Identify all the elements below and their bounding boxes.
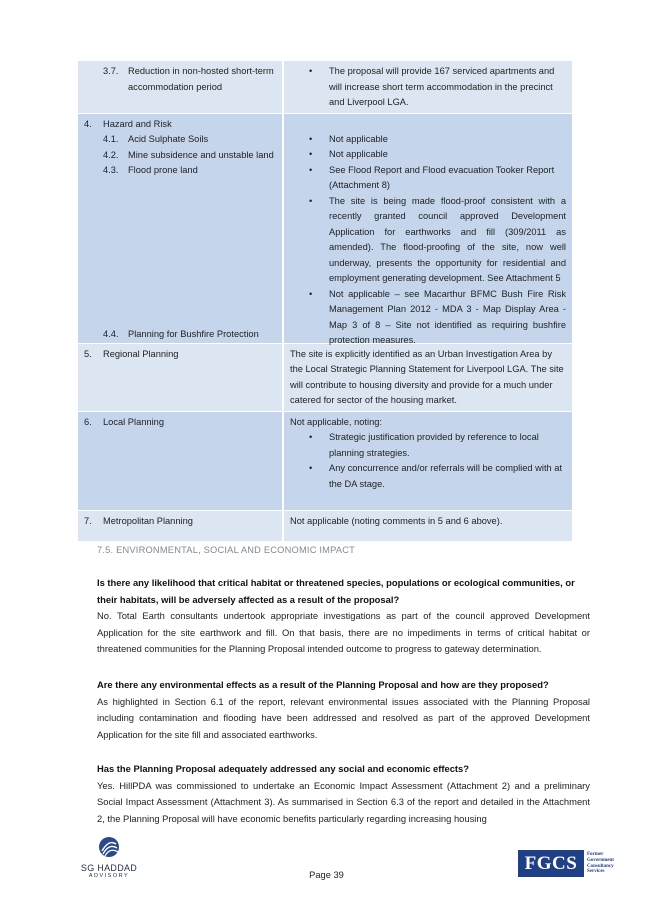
row-text: Not applicable (noting comments in 5 and 6 above).	[290, 515, 503, 526]
row-label: Local Planning	[103, 416, 164, 427]
answer: As highlighted in Section 6.1 of the report, relevant environmental issues associated with the Planning Proposal including contamination and flooding have been addressed and resolved as part of the approved Development Application for the site fill and associated earthworks.	[97, 695, 590, 740]
row-number: 5.	[84, 348, 92, 359]
fgcs-text: Former Government Consultancy Services	[587, 852, 614, 875]
fgcs-abbr: FGCS	[518, 850, 584, 877]
bullet-list	[290, 132, 566, 349]
qa-block	[97, 761, 590, 827]
row-number: 4.	[84, 118, 92, 129]
fgcs-logo	[518, 850, 614, 877]
planning-table	[78, 61, 572, 542]
answer: Yes. HillPDA was commissioned to undertake an Economic Impact Assessment (Attachment 2) and a preliminary Social Impact Assessment (Attachment 3). As summarised in Section 6.3 of the report and detailed in the Attachment 2, the Planning Proposal will have economic benefits particularly regarding increasing housing	[97, 779, 590, 824]
row-number: 3.7.	[103, 66, 119, 76]
sub-item: 4.4. Planning for Bushfire Protection	[103, 328, 259, 339]
row-label: Metropolitan Planning	[103, 515, 193, 526]
row-label-cell	[78, 511, 284, 541]
qa-block	[97, 575, 590, 658]
table-row-6	[78, 412, 572, 511]
bullet-item: • Any concurrence and/or referrals will be complied with at the DA stage.	[290, 461, 566, 492]
answer: No. Total Earth consultants undertook appropriate investigations as part of the council approved Development Application for the site earthwork and fill. On that basis, there are no impediments in terms of critical habitat or threatened communities for the Planning Proposal intended outcome to progress to gateway determination.	[97, 610, 590, 655]
table-row-7	[78, 511, 572, 542]
section-heading: 7.5. ENVIRONMENTAL, SOCIAL AND ECONOMIC IMPACT	[97, 545, 356, 555]
sg-haddad-emblem-icon	[98, 836, 120, 858]
row-text: The site is explicitly identified as an Urban Investigation Area by the Local Strategic Planning Statement for Liverpool LGA. The site will contribute to housing diversity and provide for a much under catered for sector of the housing market.	[290, 348, 564, 405]
qa-block	[97, 677, 590, 743]
row-content-cell	[284, 412, 572, 510]
row-label: Regional Planning	[103, 348, 179, 359]
bullet-item: • The proposal will provide 167 serviced apartments and will increase short term accommodation in the precinct and Liverpool LGA.	[290, 64, 566, 111]
sub-item: 4.2. Mine subsidence and unstable land	[103, 149, 274, 160]
row-number: 7.	[84, 515, 92, 526]
question: Is there any likelihood that critical habitat or threatened species, populations or ecological communities, or their habitats, will be adversely affected as a result of the proposal?	[97, 577, 575, 605]
row-number: 6.	[84, 416, 92, 427]
bullet-item: • Not applicable	[290, 132, 566, 148]
row-content-cell	[284, 61, 572, 113]
question: Has the Planning Proposal adequately addressed any social and economic effects?	[97, 763, 469, 774]
table-row-4	[78, 114, 572, 344]
row-label-cell	[78, 344, 284, 411]
sub-item: 4.1. Acid Sulphate Soils	[103, 134, 209, 144]
bullet-item: • Not applicable – see Macarthur BFMC Bush Fire Risk Management Plan 2012 - MDA 3 - Map Display Area - Map 3 of 8 – Site not identified as requiring bushfire protection measures.	[290, 287, 566, 349]
row-content-cell	[284, 511, 572, 541]
table-row-3-7	[78, 61, 572, 114]
logo-name: SG HADDAD	[80, 863, 138, 873]
question: Are there any environmental effects as a result of the Planning Proposal and how are they proposed?	[97, 679, 549, 690]
row-label-cell	[78, 412, 284, 510]
bullet-item: • The site is being made flood-proof consistent with a recently granted council approved Development Application for earthworks and fill (309/2011 as amended). The flood-proofing of the site, now well underway, presents the opportunity for residential and employment generating development. See Attachment 5	[290, 194, 566, 287]
sub-item: 4.3. Flood prone land	[103, 165, 198, 175]
bullet-list	[290, 64, 566, 111]
bullet-list	[290, 430, 566, 492]
row-label-cell	[78, 61, 284, 113]
row-intro: Not applicable, noting:	[290, 416, 382, 427]
row-content-cell	[284, 114, 572, 343]
row-label-cell	[78, 114, 284, 343]
logo-sub: ADVISORY	[88, 873, 130, 879]
row-label: Reduction in non-hosted short-term accommodation period	[128, 66, 274, 92]
bullet-item: • See Flood Report and Flood evacuation Tooker Report (Attachment 8)	[290, 163, 566, 194]
page-number: Page 39	[309, 870, 344, 880]
bullet-item: • Strategic justification provided by reference to local planning strategies.	[290, 430, 566, 461]
bullet-item: • Not applicable	[290, 147, 566, 163]
table-row-5	[78, 344, 572, 412]
row-label: Hazard and Risk	[103, 118, 172, 129]
row-content-cell	[284, 344, 572, 411]
